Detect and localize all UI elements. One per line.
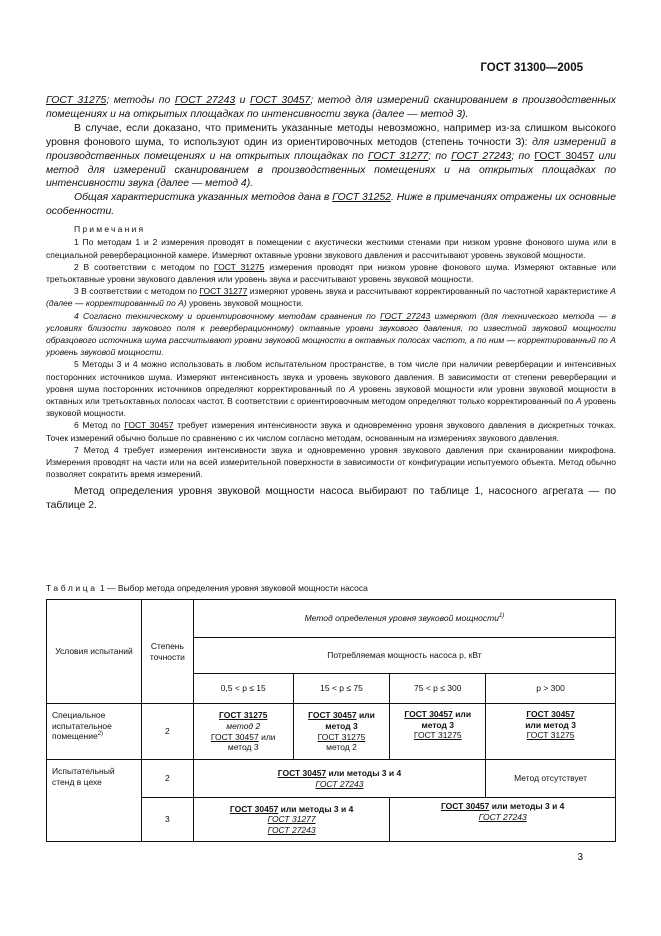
ref-gost-31277: ГОСТ 31277 bbox=[199, 286, 248, 297]
cell-line bbox=[393, 801, 612, 812]
footnote-mark: 2) bbox=[97, 731, 104, 738]
text-run: Общая характеристика указанных методов дана в bbox=[74, 192, 333, 204]
paragraph-table-reference: Метод определения уровня звуковой мощности насоса выбирают по таблице 1, насосного агрегата — по таблице 2. bbox=[46, 486, 616, 512]
text-run: измеряют (для технического метода — в условиях близости звукового поля к реверберационному) октавные уровни звукового давления, по известной звуковой мощности образцового источника шума рассчитывают уровни звуковой мощности в октавных полосах частот, а по ним — корректированный по А уровень звуковой мощности. bbox=[46, 310, 616, 358]
text-run: для измерений в производственных помещениях и на открытых площадках по bbox=[46, 136, 616, 162]
caption-word: Таблица bbox=[46, 583, 98, 593]
table-caption bbox=[46, 583, 368, 593]
cell-line: ГОСТ 31275 bbox=[317, 731, 366, 742]
note-5 bbox=[46, 358, 616, 419]
ref-gost-27243: ГОСТ 27243 bbox=[174, 95, 236, 106]
row-shop-stand-conditions: Испытательный стенд в цехе bbox=[47, 760, 142, 842]
note-6 bbox=[46, 419, 616, 443]
cell-line: метод 3 bbox=[227, 742, 259, 753]
cell-run: или bbox=[356, 710, 375, 721]
header-method bbox=[193, 600, 615, 638]
document-code: ГОСТ 31300—2005 bbox=[480, 62, 583, 74]
text-run: и bbox=[235, 95, 250, 106]
text-run: А bbox=[349, 383, 356, 394]
text-run: 5 Методы 3 и 4 можно использовать в любом испытательном пространстве, в том числе при наличии реверберации и интенсивных посторонних источников шума. Измеряют интенсивность звука и уровень звукового давления. В зависимости от степени реверберации и уровня шума посторонних источников определяют корректированный по bbox=[46, 359, 616, 394]
cell-line: ГОСТ 31275 bbox=[219, 710, 268, 721]
text-run: ; по bbox=[428, 150, 452, 162]
header-power-range-2: 15 < р ≤ 75 bbox=[293, 674, 390, 704]
body-text bbox=[46, 94, 616, 513]
text-run: измеряют уровень звука и рассчитывают корректированный по частотной характеристике bbox=[247, 286, 611, 297]
cell-r3-c12 bbox=[193, 798, 390, 842]
cell-line: метод 3 bbox=[325, 720, 358, 731]
ref-gost-30457: ГОСТ 30457 bbox=[250, 95, 311, 106]
notes-block bbox=[46, 223, 616, 480]
cell-line: метод 3 bbox=[421, 719, 454, 730]
ref-gost-31275: ГОСТ 31275 bbox=[213, 261, 265, 272]
cell-run: или методы 3 и 4 bbox=[326, 767, 402, 778]
cell-r1-c1 bbox=[193, 704, 293, 760]
header-power-range-4: р > 300 bbox=[486, 674, 616, 704]
text-run: А bbox=[575, 396, 582, 406]
cell-line bbox=[393, 709, 482, 720]
cell-line: ГОСТ 31275 bbox=[413, 730, 462, 741]
header-power-range-3: 75 < р ≤ 300 bbox=[390, 674, 486, 704]
notes-heading: Примечания bbox=[74, 224, 146, 235]
ref-gost-31252: ГОСТ 31252 bbox=[332, 192, 391, 204]
caption-text: 1 — Выбор метода определения уровня звуковой мощности насоса bbox=[97, 583, 368, 593]
cell-text: Специальное испытательное помещение bbox=[52, 710, 112, 742]
ref-gost-27243: ГОСТ 27243 bbox=[380, 310, 431, 321]
text-run: 6 Метод по bbox=[74, 420, 125, 431]
cell-line: ГОСТ 30457 bbox=[526, 709, 575, 719]
footnote-mark: 1) bbox=[498, 613, 505, 620]
cell-run: ГОСТ 30457 bbox=[210, 731, 259, 742]
cell-line bbox=[197, 768, 482, 779]
text-run: В случае, если доказано, что применить указанные методы невозможно, например из-за слишком высокого уровня фонового шума, то используют один из ориентировочных методов (степень точности 3): bbox=[46, 122, 616, 148]
text-run: или метод для измерений сканированием в производственных помещениях и на открытых площадках по интенсивности звука (далее — метод 4). bbox=[46, 150, 616, 190]
cell-r1-c3 bbox=[390, 704, 486, 760]
text-run: требует измерения интенсивности звука и одновременно уровня звукового давления в дискретных точках. Точек измерений обычно больше по сравнению с их числом согласно методам, основанным на измерениях звукового давления. bbox=[46, 420, 616, 443]
note-1: 1 По методам 1 и 2 измерения проводят в помещении с акустически жесткими стенами при низком уровне фонового шума или в специальной реверберационной камере. Измеряют октавные уровни звукового давления и рассчитывают уровень звуковой мощности. bbox=[46, 237, 616, 260]
cell-run: или bbox=[258, 731, 276, 742]
cell-line bbox=[197, 804, 387, 815]
ref-gost-31277: ГОСТ 31277 bbox=[368, 150, 429, 162]
row-shop-stand-grade-3: 3 bbox=[141, 798, 193, 842]
method-selection-table bbox=[46, 599, 616, 842]
cell-r1-c2 bbox=[293, 704, 390, 760]
cell-line: ГОСТ 31275 bbox=[526, 730, 575, 741]
text-run: 2 В соответствии с методом по bbox=[74, 261, 214, 272]
ref-gost-30457: ГОСТ 30457 bbox=[534, 150, 595, 162]
paragraph-1 bbox=[46, 94, 616, 122]
note-4 bbox=[46, 310, 616, 359]
ref-gost-31275: ГОСТ 31275 bbox=[46, 95, 107, 106]
header-conditions: Условия испытаний bbox=[47, 600, 142, 704]
cell-r1-c4 bbox=[486, 704, 616, 760]
cell-line: ГОСТ 27243 bbox=[315, 778, 364, 789]
header-accuracy-grade: Степень точности bbox=[141, 600, 193, 704]
note-2 bbox=[46, 261, 616, 285]
text-run: ; метод для измерений сканированием в производственных помещениях и на открытых площадках по интенсивности звука (далее — метод 3). bbox=[46, 95, 616, 120]
cell-line: метод 2 bbox=[226, 720, 261, 731]
cell-line: метод 2 bbox=[326, 742, 357, 753]
header-power-range-1: 0,5 < р ≤ 15 bbox=[193, 674, 293, 704]
text-run: ; по bbox=[511, 150, 535, 162]
cell-run: ГОСТ 30457 bbox=[229, 803, 279, 814]
text-run: уровень звуковой мощности. bbox=[46, 396, 617, 419]
text-run: 4 Согласно техническому и ориентировочному методам сравнения по bbox=[74, 310, 381, 321]
cell-run: ГОСТ 30457 bbox=[404, 709, 453, 719]
cell-r2-c4: Метод отсутствует bbox=[486, 760, 616, 798]
cell-run: ГОСТ 30457 bbox=[277, 767, 327, 778]
cell-line: или метод 3 bbox=[525, 719, 576, 730]
text-run: А (далее — корректированный по А) bbox=[46, 286, 616, 309]
cell-r3-c34 bbox=[390, 798, 616, 842]
text-run: ; методы по bbox=[106, 95, 175, 106]
text-run: уровень звуковой мощности. bbox=[186, 298, 304, 309]
cell-line: ГОСТ 27243 bbox=[478, 811, 527, 822]
cell-run: ГОСТ 30457 bbox=[308, 710, 357, 721]
cell-run: или методы 3 и 4 bbox=[278, 803, 354, 814]
cell-line bbox=[297, 710, 387, 721]
ref-gost-30457: ГОСТ 30457 bbox=[124, 420, 174, 431]
note-3 bbox=[46, 285, 616, 309]
text-run: 3 В соответствии с методом по bbox=[74, 286, 200, 297]
header-method-text: Метод определения уровня звуковой мощности bbox=[304, 613, 499, 624]
cell-line: ГОСТ 27243 bbox=[267, 824, 316, 835]
paragraph-2 bbox=[46, 122, 616, 192]
cell-r2-c123 bbox=[193, 760, 485, 798]
paragraph-3 bbox=[46, 191, 616, 219]
cell-run: или методы 3 и 4 bbox=[489, 801, 565, 811]
ref-gost-27243: ГОСТ 27243 bbox=[451, 150, 512, 162]
text-run: . Ниже в примечаниях отражены их основные особенности. bbox=[46, 192, 616, 218]
text-run: уровень звуковой мощности или уровни звуковой мощности в октавных или третьоктавных полосах частот. В соответствии с ориентировочным методом определяют только корректированный по bbox=[46, 383, 616, 406]
row-shop-stand-grade-2: 2 bbox=[141, 760, 193, 798]
row-special-room-grade: 2 bbox=[141, 704, 193, 760]
cell-run: или bbox=[452, 709, 472, 719]
text-run: измерения проводят при низком уровне фонового шума. Измеряют октавные или третьоктавные уровни звукового давления или уровень звука и рассчитывают уровень звуковой мощности. bbox=[46, 261, 616, 284]
header-power: Потребляемая мощность насоса р, кВт bbox=[193, 638, 615, 674]
cell-run: ГОСТ 30457 bbox=[440, 801, 490, 811]
page-number: 3 bbox=[577, 852, 583, 863]
cell-line bbox=[197, 732, 290, 743]
note-7: 7 Метод 4 требует измерения интенсивности звука и одновременно уровня звукового давления при сканировании микрофона. Измерения проводят на части или на всей измерительной поверхности в зависимости от конфигурации испытуемого объекта. Метод обычно позволяет сократить время измерений. bbox=[46, 444, 616, 480]
cell-line: ГОСТ 31277 bbox=[267, 814, 316, 825]
row-special-room-conditions bbox=[47, 704, 142, 760]
